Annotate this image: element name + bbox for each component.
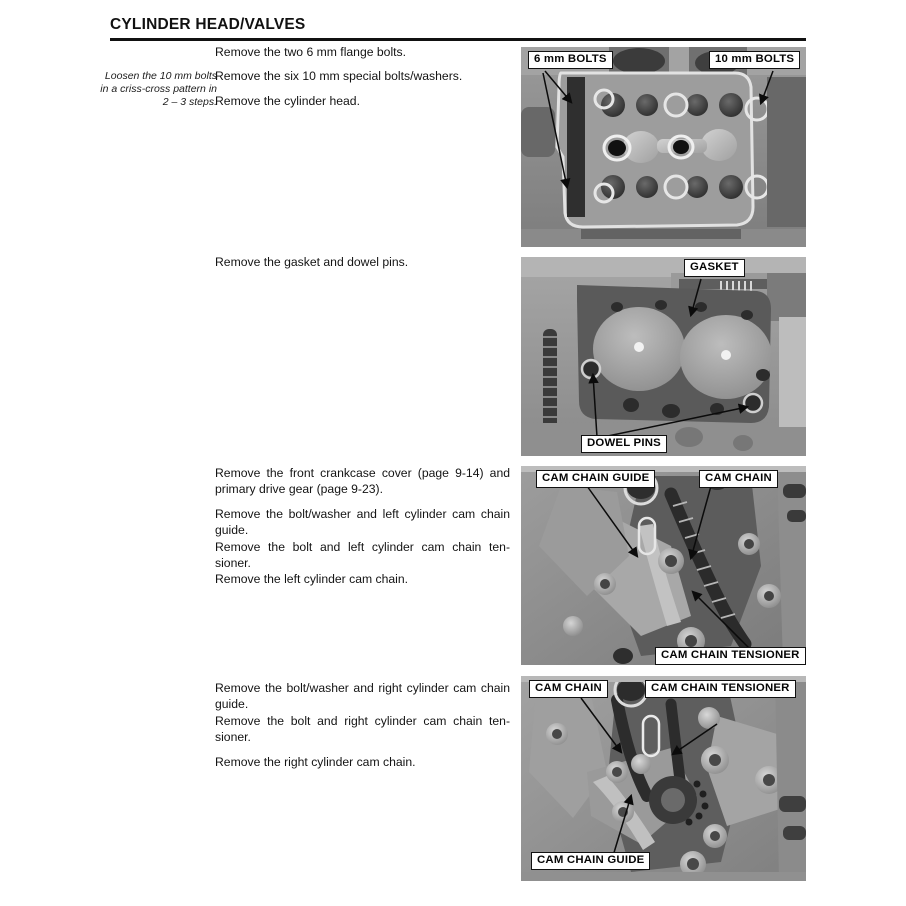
callout-gasket: GASKET <box>684 259 745 277</box>
callout-cam-chain-tensioner: CAM CHAIN TENSIONER <box>645 680 796 698</box>
callout-10mm-bolts: 10 mm BOLTS <box>709 51 800 69</box>
instruction-line: Remove the two 6 mm flange bolts. <box>215 45 407 59</box>
instruction-list-1 <box>215 44 510 109</box>
arrow-10mm-bolts <box>521 47 806 247</box>
callout-dowel-pins: DOWEL PINS <box>581 435 667 453</box>
callout-cam-chain: CAM CHAIN <box>529 680 608 698</box>
instruction-line: Remove the bolt/washer and left cylinder cam chain guide. <box>215 506 510 538</box>
instruction-line: Remove the cylinder head. <box>215 93 360 108</box>
instruction-line: Remove the bolt/washer and right cylinder cam chain guide. <box>215 681 510 712</box>
right-cam-chain-photo <box>521 676 806 881</box>
instruction-line: Remove the right cylinder cam chain. <box>215 754 416 769</box>
instruction-line: Remove the six 10 mm special bolts/washers. <box>215 69 463 84</box>
instruction-line: Remove the front crankcase cover (page 9-14) and primary drive gear (page 9-23). <box>215 466 510 497</box>
instruction-list-3 <box>215 465 510 588</box>
page-title: CYLINDER HEAD/VALVES <box>110 16 306 33</box>
instruction-line: Remove the bolt and left cylinder cam chain ten-sioner. <box>215 539 510 571</box>
instruction-list-2 <box>215 254 510 270</box>
instruction-line: Remove the bolt and right cylinder cam chain ten-sioner. <box>215 713 510 745</box>
callout-cam-chain-guide: CAM CHAIN GUIDE <box>531 852 650 870</box>
margin-note: Loosen the 10 mm bolts in a criss-cross pattern in 2 – 3 steps. <box>100 70 217 109</box>
arrow-cam-chain-guide <box>521 676 806 881</box>
left-cam-chain-photo <box>521 466 806 665</box>
header-rule <box>110 38 806 41</box>
callout-cam-chain-tensioner: CAM CHAIN TENSIONER <box>655 647 806 665</box>
callout-6mm-bolts: 6 mm BOLTS <box>528 51 613 69</box>
page-header <box>110 16 806 41</box>
instruction-line: Remove the left cylinder cam chain. <box>215 572 409 587</box>
gasket-dowel-pins-photo <box>521 257 806 456</box>
arrow-cam-chain-tensioner <box>521 466 806 665</box>
instruction-line: Remove the gasket and dowel pins. <box>215 255 409 269</box>
callout-cam-chain: CAM CHAIN <box>699 470 778 488</box>
instruction-list-4 <box>215 680 510 770</box>
callout-cam-chain-guide: CAM CHAIN GUIDE <box>536 470 655 488</box>
cylinder-head-bolts-photo <box>521 47 806 247</box>
arrow-dowel-pins <box>521 257 806 456</box>
